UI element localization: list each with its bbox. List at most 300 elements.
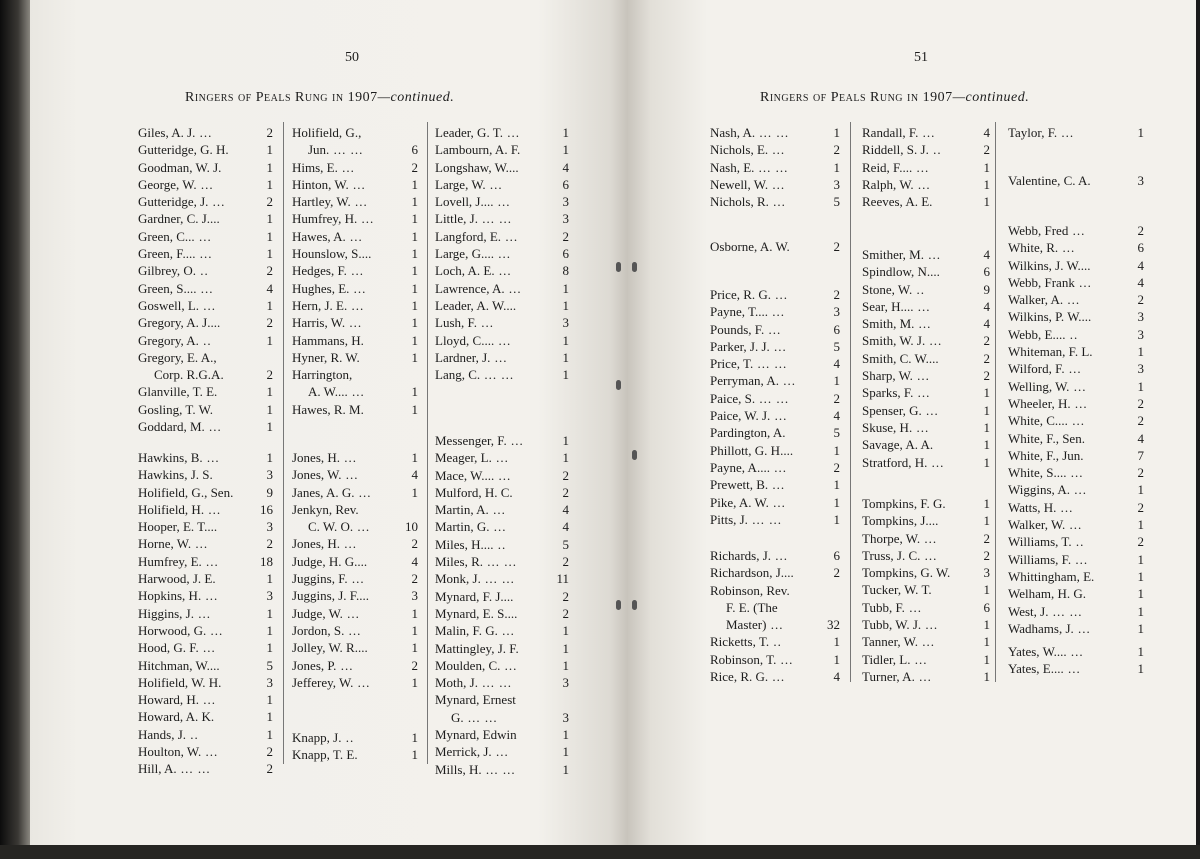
dot-leader: ... — [917, 634, 935, 650]
dot-leader: ... — [771, 287, 789, 302]
dot-leader: ... — [204, 501, 222, 517]
register-column-block — [1008, 172, 1144, 189]
peal-count: 2 — [1137, 465, 1144, 481]
dot-leader: ... — [357, 211, 375, 227]
peal-count: 1 — [411, 228, 418, 244]
ringer-name: Judge, H. G.... — [292, 553, 368, 569]
peal-count: 1 — [411, 246, 418, 262]
dot-leader: ... ... — [463, 709, 498, 725]
register-column-block — [710, 286, 840, 528]
ringer-name: Lang, C. — [435, 367, 481, 383]
ringer-name: Miles, R. — [435, 554, 484, 570]
peal-count: 1 — [266, 419, 273, 435]
dot-leader: ... — [199, 692, 217, 708]
page-number: 51 — [914, 50, 928, 65]
register-column-block — [710, 238, 840, 255]
ringer-name: Wilkins, J. W.... — [1008, 257, 1091, 273]
ringer-name: Randall, F. — [862, 125, 919, 140]
ringer-entry — [292, 228, 418, 245]
ringer-entry — [292, 639, 418, 656]
ringer-name: Leader, G. T. — [435, 125, 503, 140]
ringer-name: Turner, A. — [862, 668, 915, 684]
peal-count: 1 — [1137, 603, 1144, 619]
ringer-name: Goswell, L. — [138, 297, 200, 313]
peal-count: 1 — [562, 744, 569, 760]
dot-leader: ... ... — [1048, 603, 1083, 619]
ringer-name: Knapp, T. E. — [292, 747, 358, 763]
ringer-name: Valentine, C. A. — [1008, 173, 1091, 188]
peal-count: 1 — [266, 246, 273, 262]
peal-count: 1 — [1137, 482, 1144, 498]
ringer-entry — [292, 332, 418, 349]
ringer-name: Lambourn, A. F. — [435, 142, 521, 158]
peal-count: 1 — [411, 484, 418, 500]
ringer-entry — [292, 383, 418, 400]
peal-count: 3 — [1137, 173, 1144, 188]
dot-leader: ... — [336, 657, 354, 673]
peal-count: 2 — [562, 588, 569, 604]
ringer-entry — [862, 454, 990, 471]
ringer-name: Tubb, F. — [862, 599, 905, 615]
ringer-name: Jones, P. — [292, 657, 337, 673]
peal-count: 1 — [1137, 125, 1144, 140]
ringer-entry — [1008, 172, 1144, 189]
ringer-name: Tubb, W. J. — [862, 617, 922, 633]
peal-count: 2 — [266, 536, 273, 552]
ringer-name: Hartley, W. — [292, 194, 351, 210]
ringer-entry — [862, 350, 990, 367]
peal-count: 18 — [260, 553, 273, 569]
ringer-name: Jones, H. — [292, 536, 341, 552]
peal-count: 1 — [1137, 517, 1144, 533]
peal-count: 1 — [1137, 568, 1144, 584]
peal-count: 1 — [983, 454, 990, 470]
ringer-entry — [862, 176, 990, 193]
peal-count: 4 — [411, 553, 418, 569]
ringer-entry — [292, 176, 418, 193]
ringer-name: Webb, Frank — [1008, 274, 1075, 290]
peal-count: 3 — [562, 211, 569, 227]
dot-leader: ... — [766, 617, 784, 633]
ringer-name: Hood, G. F. — [138, 640, 199, 656]
ringer-name: Hounslow, S.... — [292, 246, 372, 262]
ringer-name: Horne, W. — [138, 536, 192, 552]
ringer-entry — [292, 449, 418, 466]
ringer-entry — [292, 193, 418, 210]
dot-leader: ... — [769, 338, 787, 354]
ringer-entry — [1008, 643, 1144, 660]
ringer-name: Gosling, T. W. — [138, 401, 214, 417]
ringer-name: Mynard, F. J.... — [435, 588, 514, 604]
ringer-entry — [710, 651, 840, 668]
peal-count: 5 — [562, 536, 569, 552]
dot-leader: ... — [494, 332, 512, 348]
ringer-entry — [710, 124, 840, 141]
peal-count: 3 — [833, 304, 840, 320]
ringer-entry — [138, 262, 273, 279]
ringer-name: Newell, W. — [710, 176, 769, 192]
dot-leader: .. — [1065, 326, 1079, 342]
peal-count: 3 — [266, 519, 273, 535]
ringer-entry — [138, 401, 273, 418]
dot-leader: ... — [1068, 223, 1086, 238]
ringer-name: Truss, J. C. — [862, 547, 921, 563]
ringer-entry — [1008, 360, 1144, 377]
ringer-name: Richardson, J.... — [710, 565, 794, 581]
dot-leader: ... — [912, 368, 930, 384]
peal-count: 2 — [411, 159, 418, 175]
dot-leader: ... — [198, 640, 216, 656]
ringer-entry — [138, 553, 273, 570]
ringer-entry — [292, 729, 418, 746]
peal-count: 2 — [983, 333, 990, 349]
ringer-name: Osborne, A. W. — [710, 239, 790, 254]
register-column-block — [710, 547, 840, 685]
register-column-block — [435, 124, 569, 383]
peal-count: 1 — [411, 605, 418, 621]
ringer-name: Tompkins, F. G. — [862, 496, 946, 511]
dot-leader: ... — [201, 744, 219, 760]
ringer-name: Price, T. — [710, 356, 754, 372]
ringer-entry — [435, 245, 569, 262]
ringer-name: Gregory, A. — [138, 332, 199, 348]
ringer-entry — [138, 743, 273, 760]
ringer-entry — [710, 303, 840, 320]
ringer-entry — [1008, 499, 1144, 516]
peal-count: 11 — [556, 571, 569, 587]
ringer-entry — [292, 553, 418, 570]
dot-leader: .. — [186, 726, 199, 742]
dot-leader: ... — [768, 176, 786, 192]
ringer-name: Hawes, A. — [292, 228, 346, 244]
ringer-name: Riddell, S. J. — [862, 142, 929, 158]
ringer-entry — [435, 501, 569, 518]
peal-count: 4 — [562, 519, 569, 535]
ringer-entry — [862, 402, 990, 419]
ringer-name: Langford, E. — [435, 228, 502, 244]
peal-count: 1 — [411, 640, 418, 656]
peal-count: 2 — [1137, 292, 1144, 308]
ringer-entry — [292, 622, 418, 639]
dot-leader: ... — [1069, 482, 1087, 498]
ringer-name: Harrington, — [292, 367, 353, 383]
ringer-name: Wilford, F. — [1008, 361, 1065, 377]
ringer-name: Tompkins, J.... — [862, 513, 939, 529]
peal-count: 3 — [983, 565, 990, 581]
ringer-name: Yates, E.... — [1008, 661, 1064, 677]
dot-leader: ... — [491, 450, 509, 466]
ringer-entry — [138, 141, 273, 158]
peal-count: 2 — [562, 228, 569, 244]
dot-leader: ... — [204, 419, 222, 435]
ringer-entry — [862, 633, 990, 650]
peal-count: 2 — [411, 571, 418, 587]
ringer-entry — [138, 657, 273, 674]
ringer-entry — [292, 501, 418, 518]
ringer-name: White, F., Jun. — [1008, 447, 1084, 463]
dot-leader: ... ... — [747, 511, 782, 527]
dot-leader: ... — [506, 433, 524, 448]
peal-count: 1 — [983, 159, 990, 175]
dot-leader: ... — [195, 246, 213, 262]
ringer-entry — [435, 536, 569, 553]
ringer-entry — [292, 466, 418, 483]
ringer-entry — [710, 390, 840, 407]
dot-leader: ... — [921, 402, 939, 418]
ringer-name: Hern, J. E. — [292, 297, 348, 313]
ringer-name: Phillott, G. H.... — [710, 442, 794, 458]
ringer-name: Jones, W. — [292, 467, 342, 483]
ringer-entry — [435, 280, 569, 297]
register-column-block — [1008, 643, 1144, 678]
dot-leader: ... — [771, 548, 789, 563]
book-bottom-edge — [0, 845, 1200, 859]
ringer-entry — [862, 668, 990, 685]
dot-leader: ... — [923, 247, 941, 262]
dot-leader: ... — [1066, 465, 1084, 481]
dot-leader: ... — [912, 159, 930, 175]
peal-count: 1 — [983, 385, 990, 401]
register-column-block — [292, 729, 418, 764]
ringer-name: Jones, H. — [292, 450, 341, 465]
ringer-entry — [862, 547, 990, 564]
dot-leader: ... — [196, 280, 214, 296]
ringer-name: Knapp, J. — [292, 730, 342, 745]
dot-leader: ... ... — [754, 159, 789, 175]
ringer-name: G. — [451, 709, 464, 725]
peal-count: 1 — [562, 657, 569, 673]
ringer-entry — [862, 495, 990, 512]
peal-count: 1 — [833, 651, 840, 667]
ringer-entry — [138, 314, 273, 331]
ringer-entry — [435, 193, 569, 210]
ringer-entry — [1008, 222, 1144, 239]
dot-leader: ... — [341, 467, 359, 483]
ringer-name: Jolley, W. R.... — [292, 640, 368, 656]
peal-count: 4 — [833, 356, 840, 372]
ringer-entry — [435, 349, 569, 366]
dot-leader: ... — [354, 484, 372, 500]
dot-leader: ... — [201, 553, 219, 569]
peal-count: 2 — [266, 125, 273, 140]
dot-leader: ... — [776, 651, 794, 667]
ringer-name: Thorpe, W. — [862, 530, 921, 546]
ringer-name: White, R. — [1008, 240, 1059, 256]
ringer-name: Mynard, Ernest — [435, 692, 516, 708]
ringer-name: Hinton, W. — [292, 176, 349, 192]
peal-count: 1 — [266, 640, 273, 656]
peal-count: 1 — [833, 159, 840, 175]
ringer-entry — [1008, 447, 1144, 464]
ringer-name: C. W. O. — [308, 519, 354, 535]
peal-count: 6 — [833, 321, 840, 337]
ringer-entry — [862, 530, 990, 547]
binding-hole — [616, 380, 621, 390]
ringer-name: Taylor, F. — [1008, 125, 1058, 140]
ringer-name: Skuse, H. — [862, 419, 913, 435]
peal-count: 1 — [411, 622, 418, 638]
peal-count: 1 — [562, 367, 569, 383]
dot-leader: ... — [491, 744, 509, 760]
dot-leader: ... — [1074, 274, 1092, 290]
binding-hole — [616, 262, 621, 272]
peal-count: 4 — [1137, 430, 1144, 446]
ringer-name: Hawes, R. M. — [292, 401, 364, 417]
ringer-entry — [138, 332, 273, 349]
ringer-entry — [1008, 378, 1144, 395]
ringer-name: Gutteridge, J. — [138, 194, 209, 210]
dot-leader: ... — [1071, 551, 1089, 567]
peal-count: 3 — [833, 176, 840, 192]
ringer-entry — [710, 476, 840, 493]
ringer-name: Richards, J. — [710, 548, 772, 563]
dot-leader: ... — [208, 194, 226, 210]
ringer-name: Smith, W. J. — [862, 333, 926, 349]
ringer-name: Harris, W. — [292, 315, 346, 331]
peal-count: 3 — [562, 675, 569, 691]
ringer-name: Hawkins, J. S. — [138, 467, 213, 483]
peal-count: 1 — [266, 692, 273, 708]
ringer-entry — [862, 315, 990, 332]
ringer-entry — [862, 332, 990, 349]
ringer-entry — [292, 674, 418, 691]
ringer-name: Messenger, F. — [435, 433, 507, 448]
ringer-entry — [862, 193, 990, 210]
dot-leader: .. — [341, 730, 355, 745]
ringer-entry — [862, 651, 990, 668]
peal-count: 2 — [562, 467, 569, 483]
dot-leader: ... — [768, 304, 786, 320]
ringer-entry — [138, 449, 273, 466]
peal-count: 1 — [983, 496, 990, 511]
ringer-name: Tompkins, G. W. — [862, 565, 951, 581]
peal-count: 1 — [266, 401, 273, 417]
dot-leader: ... — [202, 450, 220, 465]
peal-count: 1 — [833, 477, 840, 493]
ringer-name: George, W. — [138, 176, 197, 192]
ringer-entry — [292, 159, 418, 176]
peal-count: 1 — [562, 640, 569, 656]
peal-count: 1 — [562, 125, 569, 140]
ringer-name: Lush, F. — [435, 315, 477, 331]
register-column-block — [862, 246, 990, 471]
dot-leader: ... — [489, 519, 507, 535]
ringer-name: Jenkyn, Rev. — [292, 501, 359, 517]
ringer-entry — [435, 691, 569, 708]
ringer-entry — [138, 726, 273, 743]
ringer-name: Howard, A. K. — [138, 709, 215, 725]
peal-count: 3 — [562, 194, 569, 210]
peal-count: 6 — [983, 599, 990, 615]
dot-leader: ... — [769, 459, 787, 475]
ringer-entry — [862, 367, 990, 384]
peal-count: 3 — [266, 588, 273, 604]
ringer-entry — [435, 159, 569, 176]
ringer-entry — [710, 564, 840, 581]
ringer-name: Sparks, F. — [862, 385, 914, 401]
peal-count: 1 — [411, 263, 418, 279]
ringer-entry — [138, 708, 273, 725]
peal-count: 9 — [266, 484, 273, 500]
ringer-entry — [1008, 343, 1144, 360]
peal-count: 1 — [1137, 378, 1144, 394]
binding-hole — [632, 600, 637, 610]
ringer-entry — [710, 321, 840, 338]
ringer-entry — [435, 622, 569, 639]
peal-count: 1 — [411, 450, 418, 465]
peal-count: 1 — [562, 349, 569, 365]
ringer-entry — [138, 466, 273, 483]
ringer-name: Meager, L. — [435, 450, 492, 466]
peal-count: 2 — [266, 744, 273, 760]
dot-leader: ... ... — [481, 761, 516, 777]
dot-leader: ... — [1056, 499, 1074, 515]
ringer-name: Master) — [726, 617, 767, 633]
ringer-name: White, S.... — [1008, 465, 1067, 481]
peal-count: 2 — [983, 142, 990, 158]
dot-leader: ... — [770, 408, 788, 424]
ringer-name: West, J. — [1008, 603, 1049, 619]
peal-count: 5 — [833, 338, 840, 354]
ringer-entry — [138, 124, 273, 141]
ringer-entry — [435, 743, 569, 760]
page-number: 50 — [345, 50, 359, 65]
ringer-name: Jefferey, W. — [292, 674, 354, 690]
peal-count: 4 — [1137, 257, 1144, 273]
peal-count: 3 — [266, 674, 273, 690]
ringer-entry — [710, 633, 840, 650]
ringer-entry — [710, 599, 840, 616]
ringer-name: Hammans, H. — [292, 332, 364, 348]
ringer-name: Juggins, J. F.... — [292, 588, 369, 604]
ringer-name: Goodman, W. J. — [138, 159, 222, 175]
ringer-entry — [1008, 551, 1144, 568]
ringer-entry — [710, 582, 840, 599]
ringer-name: Martin, A. — [435, 502, 489, 518]
ringer-entry — [138, 674, 273, 691]
ringer-name: Nichols, R. — [710, 194, 769, 210]
dot-leader: ... — [1057, 125, 1075, 140]
ringer-entry — [138, 760, 273, 777]
ringer-name: Leader, A. W.... — [435, 297, 517, 313]
peal-count: 1 — [266, 605, 273, 621]
ringer-name: Sear, H.... — [862, 298, 914, 314]
ringer-name: Nash, A. — [710, 125, 756, 140]
dot-leader: ... ... — [753, 356, 788, 372]
peal-count: 1 — [411, 176, 418, 192]
ringer-name: Hawkins, B. — [138, 450, 203, 465]
ringer-entry — [292, 657, 418, 674]
register-column-block — [710, 124, 840, 210]
ringer-entry — [1008, 395, 1144, 412]
ringer-entry — [292, 605, 418, 622]
ringer-name: Hedges, F. — [292, 263, 347, 279]
running-head — [185, 90, 454, 106]
dot-leader: ... — [925, 333, 943, 349]
ringer-entry — [435, 657, 569, 674]
peal-count: 1 — [833, 511, 840, 527]
dot-leader: ... — [337, 159, 355, 175]
ringer-name: Prewett, B. — [710, 477, 769, 493]
ringer-entry — [1008, 124, 1144, 141]
dot-leader: ... ... — [483, 554, 518, 570]
ringer-entry — [710, 442, 840, 459]
dot-leader: .. — [769, 634, 782, 650]
peal-count: 3 — [1137, 326, 1144, 342]
dot-leader: ... ... — [755, 390, 790, 406]
peal-count: 4 — [983, 125, 990, 140]
ringer-entry — [138, 691, 273, 708]
